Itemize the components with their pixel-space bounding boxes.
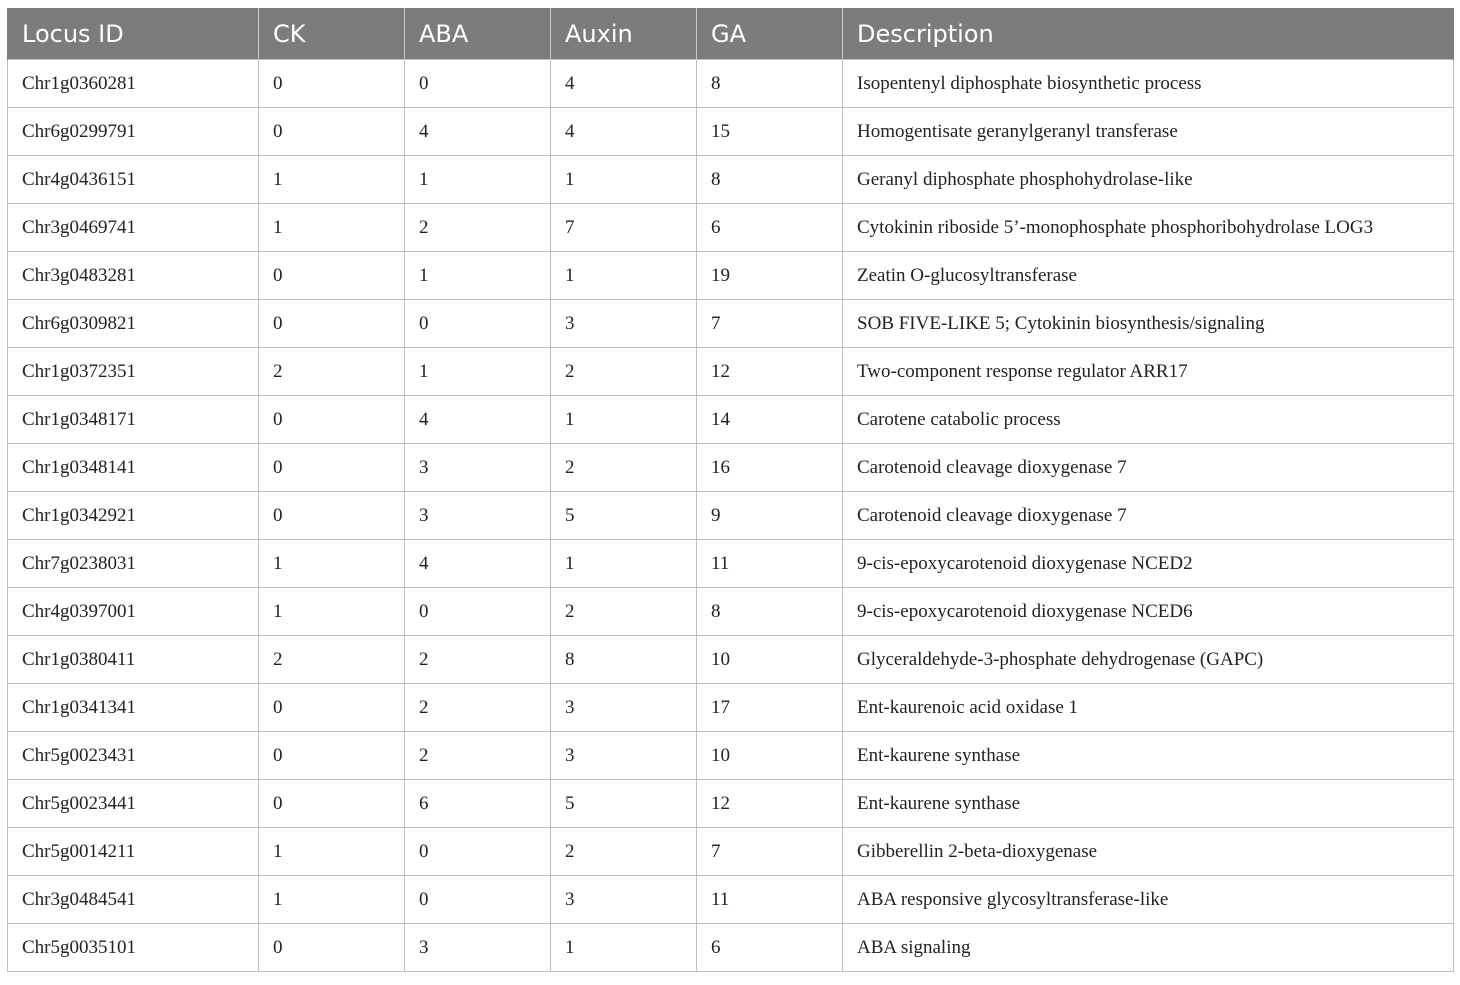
- cell-aba: 2: [405, 732, 551, 780]
- cell-aba: 1: [405, 156, 551, 204]
- cell-ga: 16: [697, 444, 843, 492]
- cell-description: Carotenoid cleavage dioxygenase 7: [843, 492, 1454, 540]
- cell-auxin: 2: [551, 348, 697, 396]
- cell-description: 9-cis-epoxycarotenoid dioxygenase NCED6: [843, 588, 1454, 636]
- cell-description: Carotene catabolic process: [843, 396, 1454, 444]
- cell-auxin: 1: [551, 924, 697, 972]
- cell-description: Ent-kaurenoic acid oxidase 1: [843, 684, 1454, 732]
- table-row: [8, 60, 1454, 108]
- cell-ck: 0: [259, 396, 405, 444]
- table-row: [8, 636, 1454, 684]
- cell-aba: 6: [405, 780, 551, 828]
- cell-auxin: 3: [551, 876, 697, 924]
- cell-locus-id: Chr5g0023441: [8, 780, 259, 828]
- cell-description: Isopentenyl diphosphate biosynthetic process: [843, 60, 1454, 108]
- cell-locus-id: Chr4g0436151: [8, 156, 259, 204]
- table-row: [8, 828, 1454, 876]
- cell-ga: 12: [697, 780, 843, 828]
- cell-ga: 6: [697, 924, 843, 972]
- cell-aba: 1: [405, 252, 551, 300]
- cell-ck: 0: [259, 252, 405, 300]
- cell-description: SOB FIVE-LIKE 5; Cytokinin biosynthesis/signaling: [843, 300, 1454, 348]
- cell-auxin: 2: [551, 444, 697, 492]
- cell-ck: 1: [259, 156, 405, 204]
- cell-ga: 9: [697, 492, 843, 540]
- table-row: [8, 444, 1454, 492]
- cell-ga: 8: [697, 156, 843, 204]
- column-header-description: Description: [843, 8, 1454, 60]
- cell-locus-id: Chr1g0342921: [8, 492, 259, 540]
- cell-aba: 0: [405, 588, 551, 636]
- cell-ck: 0: [259, 444, 405, 492]
- cell-ga: 19: [697, 252, 843, 300]
- cell-ck: 0: [259, 60, 405, 108]
- cell-locus-id: Chr6g0299791: [8, 108, 259, 156]
- cell-description: ABA signaling: [843, 924, 1454, 972]
- cell-aba: 1: [405, 348, 551, 396]
- cell-description: Cytokinin riboside 5’-monophosphate phosphoribohydrolase LOG3: [843, 204, 1454, 252]
- cell-ga: 11: [697, 876, 843, 924]
- table-row: [8, 540, 1454, 588]
- cell-locus-id: Chr1g0380411: [8, 636, 259, 684]
- cell-description: Homogentisate geranylgeranyl transferase: [843, 108, 1454, 156]
- cell-auxin: 1: [551, 540, 697, 588]
- cell-auxin: 2: [551, 588, 697, 636]
- hormone-response-table: [7, 8, 1454, 972]
- column-header-locus-id: Locus ID: [8, 8, 259, 60]
- table-row: [8, 780, 1454, 828]
- cell-ck: 0: [259, 492, 405, 540]
- cell-ga: 7: [697, 828, 843, 876]
- table-row: [8, 300, 1454, 348]
- table-row: [8, 876, 1454, 924]
- header-row: [8, 8, 1454, 60]
- cell-description: Gibberellin 2-beta-dioxygenase: [843, 828, 1454, 876]
- cell-aba: 0: [405, 828, 551, 876]
- column-header-aba: ABA: [405, 8, 551, 60]
- cell-auxin: 3: [551, 300, 697, 348]
- cell-aba: 2: [405, 636, 551, 684]
- table-row: [8, 684, 1454, 732]
- table-header: [8, 8, 1454, 60]
- cell-description: Glyceraldehyde-3-phosphate dehydrogenase (GAPC): [843, 636, 1454, 684]
- cell-auxin: 1: [551, 156, 697, 204]
- cell-ck: 0: [259, 108, 405, 156]
- table-row: [8, 204, 1454, 252]
- cell-auxin: 1: [551, 252, 697, 300]
- cell-locus-id: Chr1g0348141: [8, 444, 259, 492]
- cell-locus-id: Chr4g0397001: [8, 588, 259, 636]
- cell-ck: 1: [259, 876, 405, 924]
- cell-locus-id: Chr5g0014211: [8, 828, 259, 876]
- cell-ga: 10: [697, 732, 843, 780]
- cell-description: Geranyl diphosphate phosphohydrolase-like: [843, 156, 1454, 204]
- cell-locus-id: Chr1g0341341: [8, 684, 259, 732]
- column-header-auxin: Auxin: [551, 8, 697, 60]
- cell-ck: 2: [259, 348, 405, 396]
- table-row: [8, 732, 1454, 780]
- column-header-ga: GA: [697, 8, 843, 60]
- cell-auxin: 3: [551, 684, 697, 732]
- hormone-response-table-container: [7, 8, 1453, 972]
- table-row: [8, 396, 1454, 444]
- column-header-ck: CK: [259, 8, 405, 60]
- cell-ga: 11: [697, 540, 843, 588]
- table-body: [8, 60, 1454, 972]
- cell-auxin: 7: [551, 204, 697, 252]
- cell-ck: 1: [259, 828, 405, 876]
- cell-aba: 4: [405, 108, 551, 156]
- cell-ga: 7: [697, 300, 843, 348]
- cell-description: Carotenoid cleavage dioxygenase 7: [843, 444, 1454, 492]
- cell-locus-id: Chr6g0309821: [8, 300, 259, 348]
- cell-auxin: 2: [551, 828, 697, 876]
- cell-ga: 12: [697, 348, 843, 396]
- cell-ga: 8: [697, 60, 843, 108]
- cell-auxin: 3: [551, 732, 697, 780]
- cell-locus-id: Chr1g0348171: [8, 396, 259, 444]
- cell-description: Ent-kaurene synthase: [843, 732, 1454, 780]
- cell-auxin: 5: [551, 492, 697, 540]
- table-row: [8, 156, 1454, 204]
- cell-locus-id: Chr3g0484541: [8, 876, 259, 924]
- cell-ck: 0: [259, 924, 405, 972]
- cell-ck: 0: [259, 300, 405, 348]
- cell-locus-id: Chr1g0360281: [8, 60, 259, 108]
- cell-aba: 0: [405, 300, 551, 348]
- cell-description: Ent-kaurene synthase: [843, 780, 1454, 828]
- table-row: [8, 588, 1454, 636]
- cell-description: Two-component response regulator ARR17: [843, 348, 1454, 396]
- cell-aba: 4: [405, 396, 551, 444]
- table-row: [8, 492, 1454, 540]
- table-row: [8, 252, 1454, 300]
- cell-ck: 0: [259, 684, 405, 732]
- cell-locus-id: Chr5g0035101: [8, 924, 259, 972]
- cell-aba: 0: [405, 876, 551, 924]
- cell-locus-id: Chr3g0469741: [8, 204, 259, 252]
- cell-ck: 0: [259, 780, 405, 828]
- cell-auxin: 5: [551, 780, 697, 828]
- cell-description: ABA responsive glycosyltransferase-like: [843, 876, 1454, 924]
- cell-ck: 1: [259, 204, 405, 252]
- cell-aba: 2: [405, 204, 551, 252]
- cell-auxin: 8: [551, 636, 697, 684]
- cell-ga: 8: [697, 588, 843, 636]
- cell-ck: 1: [259, 540, 405, 588]
- cell-aba: 3: [405, 444, 551, 492]
- cell-ga: 17: [697, 684, 843, 732]
- cell-aba: 3: [405, 492, 551, 540]
- cell-ck: 0: [259, 732, 405, 780]
- cell-auxin: 4: [551, 108, 697, 156]
- cell-aba: 3: [405, 924, 551, 972]
- cell-auxin: 1: [551, 396, 697, 444]
- table-row: [8, 924, 1454, 972]
- cell-locus-id: Chr5g0023431: [8, 732, 259, 780]
- cell-locus-id: Chr1g0372351: [8, 348, 259, 396]
- cell-description: 9-cis-epoxycarotenoid dioxygenase NCED2: [843, 540, 1454, 588]
- cell-ck: 2: [259, 636, 405, 684]
- cell-aba: 0: [405, 60, 551, 108]
- cell-ga: 10: [697, 636, 843, 684]
- cell-ga: 6: [697, 204, 843, 252]
- cell-locus-id: Chr3g0483281: [8, 252, 259, 300]
- table-row: [8, 108, 1454, 156]
- cell-description: Zeatin O-glucosyltransferase: [843, 252, 1454, 300]
- cell-ga: 15: [697, 108, 843, 156]
- cell-ga: 14: [697, 396, 843, 444]
- cell-aba: 2: [405, 684, 551, 732]
- table-row: [8, 348, 1454, 396]
- cell-aba: 4: [405, 540, 551, 588]
- cell-locus-id: Chr7g0238031: [8, 540, 259, 588]
- cell-ck: 1: [259, 588, 405, 636]
- cell-auxin: 4: [551, 60, 697, 108]
